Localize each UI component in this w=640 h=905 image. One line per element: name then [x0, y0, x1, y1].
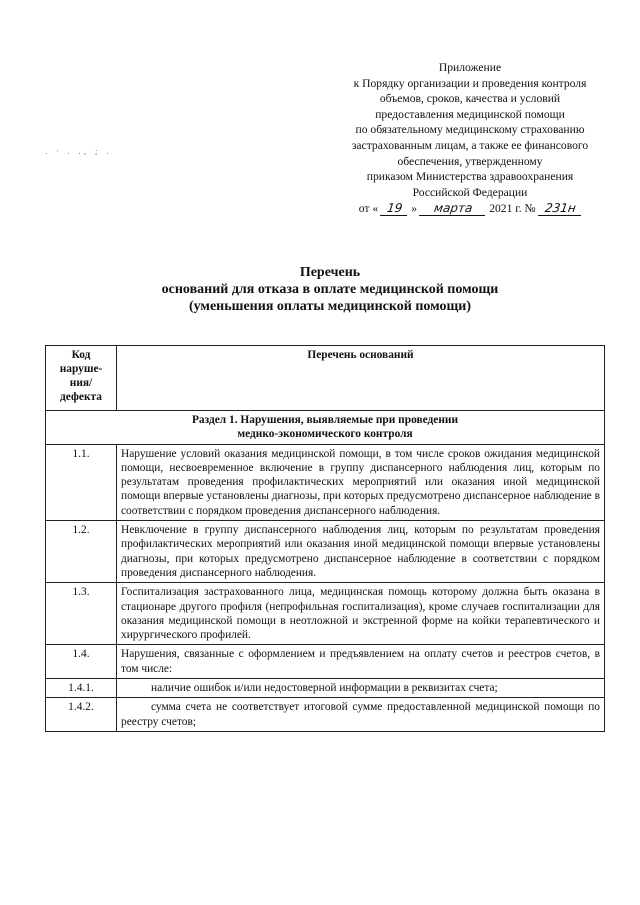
row-code: 1.4.1. [46, 679, 117, 698]
appendix-line: приказом Министерства здравоохранения [366, 170, 574, 184]
row-code: 1.4. [46, 645, 117, 679]
header-code-column: Код наруше-ния/ дефекта [46, 346, 117, 411]
document-title [60, 264, 600, 315]
title-line-1: Перечень [299, 265, 361, 280]
grounds-table [45, 345, 605, 732]
row-text: Нарушения, связанные с оформлением и предъявлением на оплату счетов и реестров счетов, в том числе: [117, 645, 605, 679]
table-header-row [46, 346, 605, 411]
appendix-header [320, 60, 620, 217]
table-row [46, 698, 605, 732]
row-text: сумма счета не соответствует итоговой сумме предоставленной медицинской помощи по реестру счетов; [117, 698, 605, 732]
scan-artifact: . · . ., ; . [45, 147, 112, 156]
header-list-column: Перечень оснований [117, 346, 605, 411]
section-title-line-2: медико-экономического контроля [237, 428, 413, 441]
order-day-handwritten: 19 [380, 201, 409, 216]
order-month-handwritten: марта [419, 201, 487, 216]
section-title [46, 411, 605, 445]
table-row [46, 521, 605, 583]
order-middle: » [411, 202, 418, 216]
order-date-line [320, 201, 620, 217]
row-code: 1.1. [46, 444, 117, 520]
table-row [46, 679, 605, 698]
appendix-line: по обязательному медицинскому страхованию [355, 123, 585, 137]
title-line-3: (уменьшения оплаты медицинской помощи) [188, 299, 472, 314]
section-title-line-1: Раздел 1. Нарушения, выявляемые при проведении [191, 414, 459, 426]
row-text: Госпитализация застрахованного лица, медицинская помощь которому должна быть оказана в стационаре другого профиля (непрофильная госпитализация), кроме случаев госпитализации для оказания медицинской помощи в неотложной и экстренной форме на койки терапевтического и хирургического профилей. [117, 583, 605, 645]
section-row [46, 411, 605, 445]
appendix-line: к Порядку организации и проведения контроля [353, 76, 587, 90]
order-prefix: от « [358, 202, 379, 216]
row-text: Нарушение условий оказания медицинской помощи, в том числе сроков ожидания медицинской помощи, несвоевременное включение в группу диспансерного наблюдения лиц, которым по результатам проведения профилактических мероприятий или оказания иной медицинской помощи впервые установлены диагнозы, при которых предусмотрено диспансерное наблюдение в соответствии с порядком проведения диспансерного наблюдения. [117, 444, 605, 520]
appendix-line: застрахованным лицам, а также ее финансового [351, 138, 589, 152]
row-code: 1.4.2. [46, 698, 117, 732]
title-line-2: оснований для отказа в оплате медицинской помощи [161, 282, 499, 297]
row-text: Невключение в группу диспансерного наблюдения лиц, которым по результатам проведения профилактических мероприятий или оказания иной медицинской помощи впервые установлены диагнозы, при которых предусмотрено диспансерное наблюдение в соответствии с порядком проведения диспансерного наблюдения. [117, 521, 605, 583]
row-code: 1.2. [46, 521, 117, 583]
order-number-handwritten: 231н [537, 201, 582, 216]
appendix-line: Российской Федерации [412, 185, 528, 199]
appendix-line: обеспечения, утвержденному [397, 154, 543, 168]
appendix-line: объемов, сроков, качества и условий [379, 92, 561, 106]
row-code: 1.3. [46, 583, 117, 645]
table-row [46, 583, 605, 645]
appendix-line: Приложение [438, 61, 502, 74]
order-year: 2021 г. № [489, 202, 536, 216]
table-row [46, 444, 605, 520]
row-text: наличие ошибок и/или недостоверной информации в реквизитах счета; [117, 679, 605, 698]
table-row [46, 645, 605, 679]
appendix-line: предоставления медицинской помощи [375, 107, 565, 121]
